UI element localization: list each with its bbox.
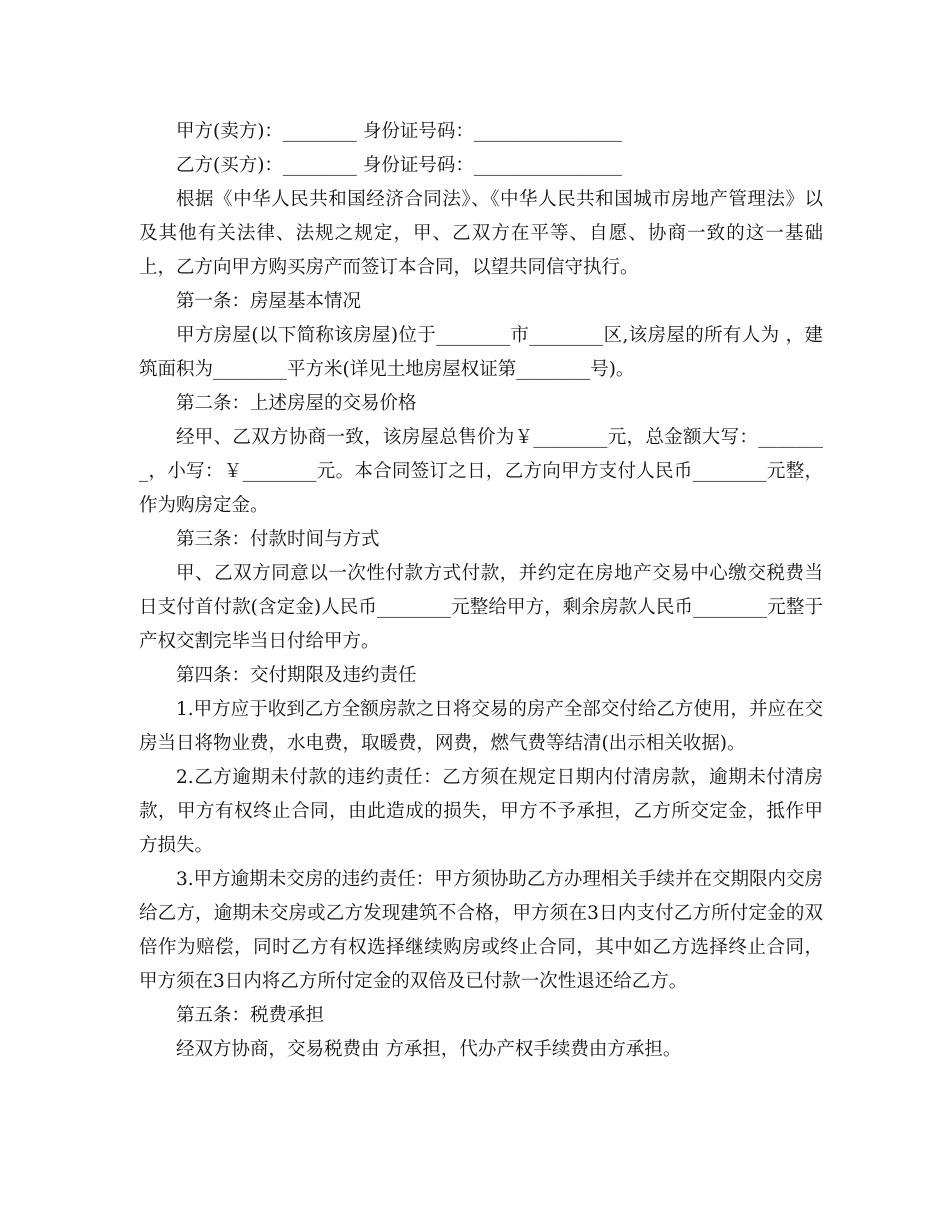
seller-info-line: 甲方(卖方)：________ 身份证号码：________________ — [176, 121, 622, 142]
article-4-heading: 第四条：交付期限及违约责任 — [176, 665, 417, 686]
article-5-heading: 第五条：税费承担 — [176, 1005, 325, 1026]
preamble-paragraph: 根据《中华人民共和国经济合同法》、《中华人民共和国城市房地产管理法》以及其他有关法律、法规之规定，甲、乙双方在平等、自愿、协商一致的这一基础上，乙方向甲方购买房产而签订本合同，以望共同信守执行。 — [139, 189, 823, 278]
article-2-heading: 第二条：上述房屋的交易价格 — [176, 393, 417, 414]
article-4-clause-2: 2.乙方逾期未付款的违约责任：乙方须在规定日期内付清房款，逾期未付清房款，甲方有权终止合同，由此造成的损失，甲方不予承担，乙方所交定金，抵作甲方损失。 — [139, 767, 823, 856]
buyer-info-line: 乙方(买方)：________ 身份证号码：________________ — [176, 155, 622, 176]
article-5-body: 经双方协商，交易税费由 方承担，代办产权手续费由方承担。 — [176, 1039, 682, 1060]
article-4-clause-3: 3.甲方逾期未交房的违约责任：甲方须协助乙方办理相关手续并在交期限内交房给乙方，逾期未交房或乙方发现建筑不合格，甲方须在3日内支付乙方所付定金的双倍作为赔偿，同时乙方有权选择继续购房或终止合同，其中如乙方选择终止合同，甲方须在3日内将乙方所付定金的双倍及已付款一次性退还给乙方。 — [139, 869, 823, 992]
article-4-clause-1: 1.甲方应于收到乙方全额房款之日将交易的房产全部交付给乙方使用，并应在交房当日将物业费，水电费，取暖费，网费，燃气费等结清(出示相关收据)。 — [139, 699, 823, 754]
contract-document — [139, 115, 823, 1067]
article-1-body: 甲方房屋(以下简称该房屋)位于________市________区,该房屋的所有人为 ，建筑面积为________平方米(详见土地房屋权证第________号)。 — [139, 325, 823, 380]
article-3-body: 甲、乙双方同意以一次性付款方式付款，并约定在房地产交易中心缴交税费当日支付首付款(含定金)人民币________元整给甲方，剩余房款人民币________元整于产权交割完毕当日付给甲方。 — [139, 563, 823, 652]
article-1-heading: 第一条：房屋基本情况 — [176, 291, 362, 312]
article-2-body: 经甲、乙双方协商一致，该房屋总售价为￥________元，总金额大写：________，小写：￥________元。本合同签订之日，乙方向甲方支付人民币________元整，作为购房定金。 — [139, 427, 823, 516]
article-3-heading: 第三条：付款时间与方式 — [176, 529, 380, 550]
